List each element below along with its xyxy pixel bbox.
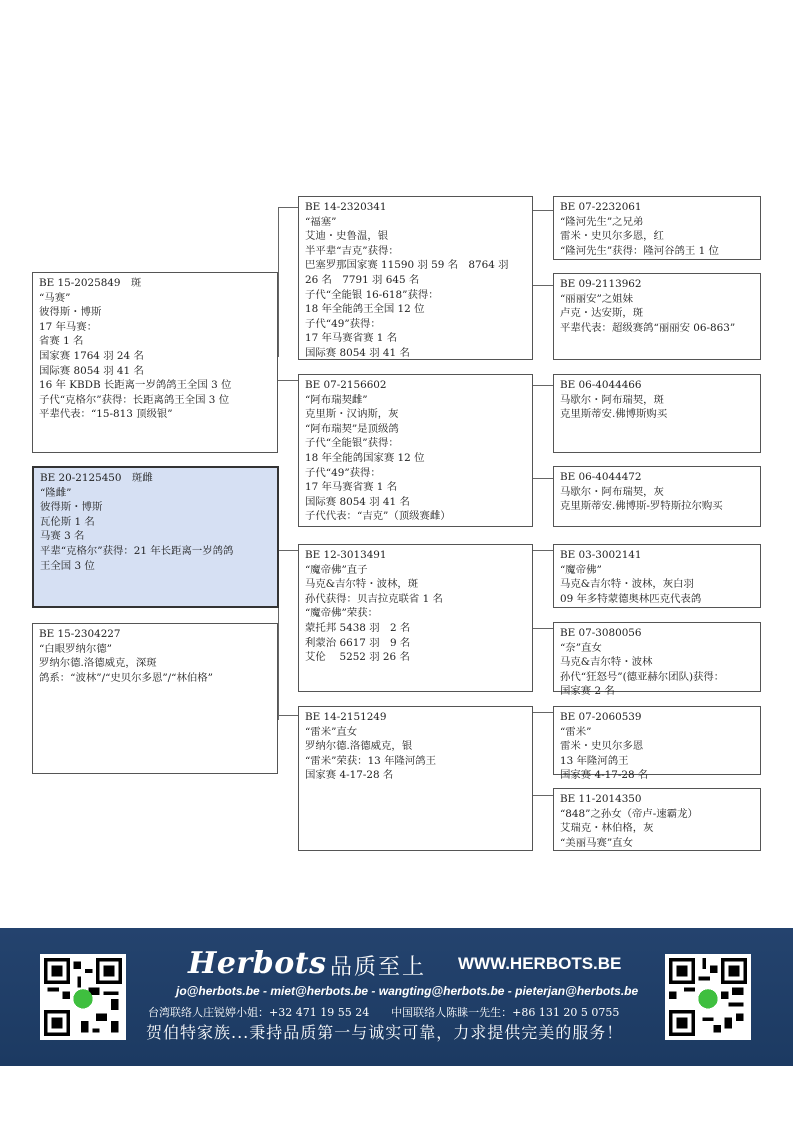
pedigree-line: 国际赛 8054 羽 41 名 [305, 346, 410, 359]
pedigree-line: 13 年隆河鸽王 [560, 754, 629, 767]
pedigree-line: “奈”直女 [560, 641, 602, 654]
pedigree-line: 国家赛 2 名 [560, 685, 615, 698]
pedigree-line: BE 14-2151249 [305, 711, 387, 723]
pedigree-line: 国际赛 8054 羽 41 名 [305, 495, 410, 508]
pedigree-line: BE 15-2025849 斑 [39, 277, 142, 289]
pedigree-line: 克里斯蒂安.佛博斯-罗特斯拉尔购买 [560, 500, 723, 513]
connector [278, 207, 279, 357]
connector [278, 380, 298, 381]
pedigree-line: “福塞” [305, 215, 337, 228]
pedigree-line: 17 年马赛： [39, 320, 98, 333]
pedigree-line: 省赛 1 名 [39, 335, 84, 348]
slogan: 品质至上 [330, 955, 427, 980]
sire-dam-card [298, 374, 533, 527]
motto: 贺伯特家族...秉持品质第一与诚实可靠，力求提供完美的服务！ [146, 1023, 624, 1042]
pedigree-line: 瓦伦斯 1 名 [40, 515, 95, 528]
pedigree-line: 马歇尔・阿布瑞契，斑 [560, 393, 664, 406]
pedigree-line: 王全国 3 位 [40, 559, 95, 572]
pedigree-line: 孙代“狂怒号”(德亚赫尔团队)获得： [560, 670, 725, 683]
herbots-logo: Herbots [188, 946, 327, 981]
pedigree-line: “魔帝佛” [560, 563, 602, 576]
pedigree-line: 18 年全能鸽王全国 12 位 [305, 303, 425, 316]
pedigree-line: “雷米”荣获：13 年隆河鸽王 [305, 754, 437, 767]
great-grandparent-card-7 [553, 706, 761, 782]
pedigree-line: 利蒙治 6617 羽 9 名 [305, 636, 411, 649]
connector [533, 385, 553, 386]
pedigree-line: 子代“全能银”获得： [305, 437, 399, 450]
pedigree-line: 国家赛 4-17-28 名 [560, 769, 649, 782]
pedigree-line: 子代“49”获得： [305, 466, 381, 479]
pedigree-line: 蒙托邦 5438 羽 2 名 [305, 621, 411, 634]
pedigree-line: 国家赛 4-17-28 名 [305, 769, 394, 782]
qr-code-icon [40, 954, 126, 1040]
pedigree-line: “魔帝佛”荣获： [305, 607, 378, 620]
pedigree-line: “雷米” [560, 725, 592, 738]
great-grandparent-card-6 [553, 622, 761, 698]
pedigree-line: 17 年马赛省赛 1 名 [305, 332, 398, 345]
pedigree-line: 雷米・史贝尔多恩，红 [560, 230, 664, 243]
connector [278, 550, 298, 551]
dam-dam-card [298, 706, 533, 851]
great-grandparent-card-1 [553, 196, 761, 260]
pedigree-line: 艾迪・史鲁温，银 [305, 230, 389, 243]
pedigree-line: BE 07-2156602 [305, 379, 387, 391]
connector [278, 207, 298, 208]
pedigree-line: 国际赛 8054 羽 41 名 [39, 364, 144, 377]
pedigree-line: 罗纳尔德.洛德威克，银 [305, 740, 413, 753]
pedigree-line: 国家赛 1764 羽 24 名 [39, 349, 144, 362]
pedigree-line: BE 09-2113962 [560, 278, 642, 290]
pedigree-line: 孙代获得：贝吉拉克联省 1 名 [305, 592, 443, 605]
pedigree-line: “阿布瑞契”是顶级鸽 [305, 422, 399, 435]
pedigree-line: BE 03-3002141 [560, 549, 642, 561]
pedigree-line: BE 07-2232061 [560, 201, 642, 213]
pedigree-line: 彼得斯・博斯 [39, 306, 102, 319]
pedigree-line: 马赛 3 名 [40, 530, 85, 543]
pedigree-line: 艾伦 5252 羽 26 名 [305, 651, 410, 664]
pedigree-line: 马克&吉尔特・波林 [560, 656, 653, 669]
pedigree-line: “马赛” [39, 291, 71, 304]
subject-card [32, 466, 279, 608]
pedigree-line: “阿布瑞契雌” [305, 393, 368, 406]
pedigree-line: 子代“克格尔”获得：长距离鸽王全国 3 位 [39, 393, 230, 406]
pedigree-line: 彼得斯・博斯 [40, 501, 103, 514]
pedigree-line: 子代“49”获得： [305, 317, 381, 330]
pedigree-line: “雷米”直女 [305, 725, 358, 738]
pedigree-line: 鸽系：“波林”/“史贝尔多恩”/“林伯格” [39, 671, 213, 684]
pedigree-line: BE 11-2014350 [560, 793, 642, 805]
sire-card [32, 272, 278, 453]
pedigree-line: BE 06-4044466 [560, 379, 642, 391]
pedigree-line: BE 07-3080056 [560, 627, 642, 639]
pedigree-line: BE 20-2125450 斑雌 [40, 472, 153, 484]
dam-sire-card [298, 544, 533, 692]
pedigree-line: “隆河先生”之兄弟 [560, 215, 644, 228]
pedigree-line: 马克&吉尔特・波林，灰白羽 [560, 578, 694, 591]
pedigree-line: BE 06-4044472 [560, 471, 642, 483]
pedigree-line: BE 12-3013491 [305, 549, 387, 561]
great-grandparent-card-3 [553, 374, 761, 453]
pedigree-line: 马克&吉尔特・波林，斑 [305, 578, 419, 591]
pedigree-line: BE 14-2320341 [305, 201, 387, 213]
great-grandparent-card-2 [553, 273, 761, 360]
great-grandparent-card-4 [553, 466, 761, 527]
pedigree-line: “美丽马赛”直女 [560, 836, 633, 849]
pedigree-line: 罗纳尔德.洛德威克，深斑 [39, 657, 157, 670]
connector [533, 210, 553, 211]
pedigree-line: 雷米・史贝尔多恩 [560, 740, 644, 753]
email-list[interactable]: jo@herbots.be - miet@herbots.be - wangting@herbots.be - pieterjan@herbots.be [176, 984, 639, 998]
pedigree-line: 18 年全能鸽国家赛 12 位 [305, 451, 425, 464]
pedigree-line: “丽丽安”之姐妹 [560, 292, 633, 305]
contact-info: 台湾联络人庄锐婷小姐：+32 471 19 55 24 中国联络人陈睐一先生：+86 131 20 5 0755 [148, 1006, 620, 1019]
pedigree-line: 克里斯蒂安.佛博斯购买 [560, 408, 668, 421]
great-grandparent-card-5 [553, 544, 761, 608]
pedigree-line: 卢克・达安斯，斑 [560, 307, 644, 320]
wechat-qr-code-icon [665, 954, 751, 1040]
pedigree-line: 马歇尔・阿布瑞契，灰 [560, 485, 664, 498]
website-link[interactable]: WWW.HERBOTS.BE [458, 954, 622, 973]
pedigree-line: “848”之孙女（帝卢-速霸龙） [560, 807, 698, 820]
pedigree-line: 09 年多特蒙德奥林匹克代表鸽 [560, 592, 702, 605]
pedigree-line: 半平辈“吉克”获得： [305, 244, 399, 257]
connector [533, 478, 553, 479]
pedigree-line: “隆河先生”获得：隆河谷鸽王 1 位 [560, 244, 719, 257]
pedigree-line: 子代“全能银 16-618”获得： [305, 288, 439, 301]
pedigree-line: “魔帝佛”直子 [305, 563, 368, 576]
pedigree-line: “白眼罗纳尔德” [39, 642, 112, 655]
connector [278, 715, 298, 716]
connector [533, 795, 553, 796]
pedigree-line: 平辈“克格尔”获得：21 年长距离一岁鸽鸽 [40, 544, 234, 557]
footer-banner [0, 928, 793, 1066]
pedigree-line: 16 年 KBDB 长距离一岁鸽鸽王全国 3 位 [39, 379, 232, 392]
connector [533, 712, 553, 713]
great-grandparent-card-8 [553, 788, 761, 851]
connector [533, 628, 553, 629]
dam-card [32, 623, 278, 774]
pedigree-line: 平辈代表：“15-813 顶级银” [39, 408, 173, 421]
sire-sire-card [298, 196, 533, 360]
pedigree-line: BE 15-2304227 [39, 628, 121, 640]
pedigree-line: 17 年马赛省赛 1 名 [305, 481, 398, 494]
pedigree-line: 艾瑞克・林伯格，灰 [560, 822, 654, 835]
pedigree-line: 子代代表：“吉克”（顶级赛雌） [305, 510, 451, 523]
connector [533, 285, 553, 286]
connector [533, 550, 553, 551]
pedigree-line: “隆雌” [40, 486, 72, 499]
pedigree-line: BE 07-2060539 [560, 711, 642, 723]
pedigree-line: 巴塞罗那国家赛 11590 羽 59 名 8764 羽 [305, 259, 509, 272]
pedigree-line: 26 名 7791 羽 645 名 [305, 273, 420, 286]
pedigree-line: 克里斯・汉讷斯，灰 [305, 408, 399, 421]
pedigree-line: 平辈代表：超级赛鸽“丽丽安 06-863” [560, 321, 736, 334]
